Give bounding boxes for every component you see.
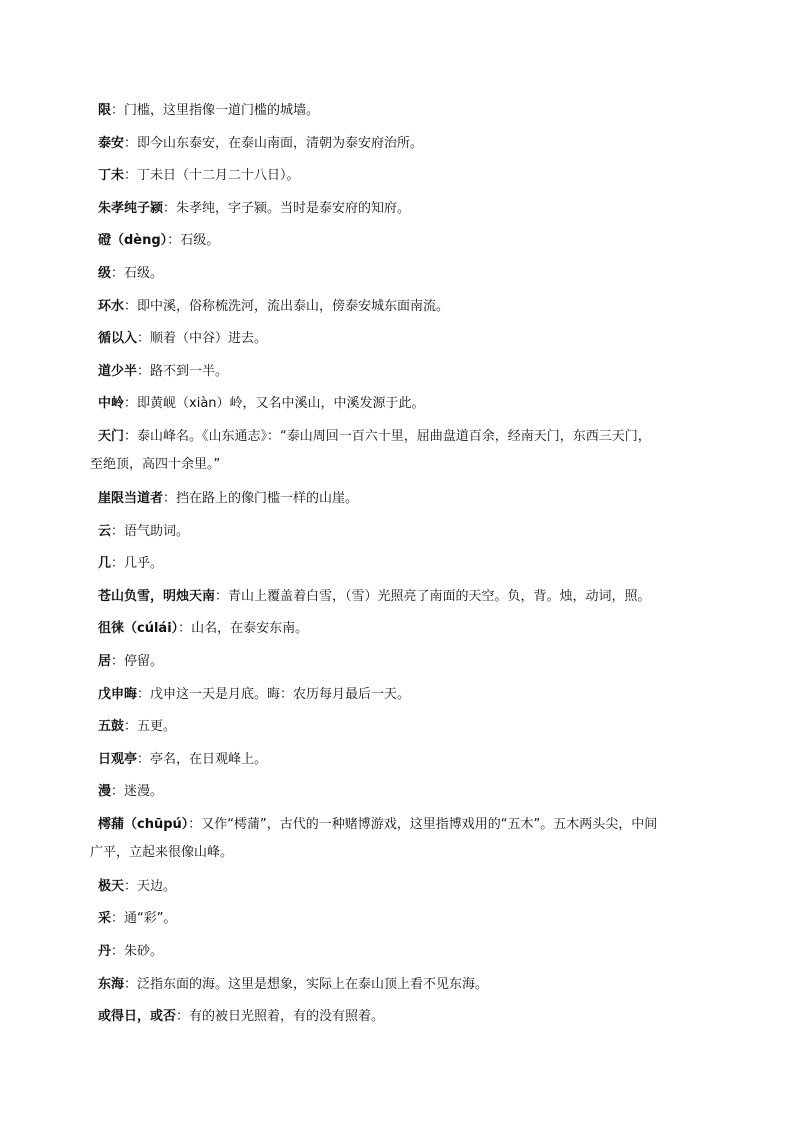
entry-definition: 泰山峰名。《山东通志》：“泰山周回一百六十里，屈曲盘道百余，经南天门，东西三天门， [137,428,651,444]
entry-term: 道少半 [98,363,138,379]
entry-separator: ： [137,363,151,379]
entry-separator: ： [178,621,192,637]
glossary-entry [98,969,723,1002]
entry-term: 居 [98,653,112,669]
entry-separator: ： [124,976,138,992]
entry-separator: ： [137,686,151,702]
glossary-list [90,95,723,1034]
entry-term: 朱孝纯子颍 [98,200,164,216]
entry-term: 苍山负雪，明烛天南 [98,588,216,604]
entry-term: 日观亭 [98,751,138,767]
glossary-entry [98,744,723,777]
entry-separator: ： [137,331,151,347]
entry-term: 崖限当道者 [98,490,164,506]
entry-definition: 石级。 [124,265,164,281]
entry-term: 樗蒱（chūpú） [98,816,189,832]
glossary-entry [90,423,723,479]
glossary-entry [98,711,723,744]
entry-term: 天门 [98,428,125,444]
entry-term: 几 [98,556,112,572]
entry-term: 戊申晦 [98,686,138,702]
entry-term: 中岭 [98,396,125,412]
entry-term: 云 [98,523,112,539]
entry-term: 极天 [98,878,125,894]
entry-separator: ： [124,428,138,444]
entry-separator: ： [167,233,181,249]
glossary-entry [98,258,723,291]
entry-definition: 石级。 [180,233,220,249]
entry-separator: ： [163,200,177,216]
glossary-entry [98,776,723,809]
entry-term: 采 [98,911,112,927]
entry-definition: 语气助词。 [124,523,190,539]
entry-definition: 即今山东泰安，在泰山南面，清朝为泰安府治所。 [137,135,424,151]
entry-definition: 即中溪，俗称梳洗河，流出泰山，傍泰安城东面南流。 [137,298,450,314]
entry-definition: 路不到一半。 [150,363,229,379]
entry-definition: 朱孝纯，字子颍。当时是泰安府的知府。 [176,200,411,216]
entry-term: 限 [98,103,112,118]
entry-separator: ： [176,1009,190,1025]
entry-definition: 山名，在泰安东南。 [191,621,309,637]
entry-definition: 又作“樗蒲”，古代的一种赌博游戏，这里指博戏用的“五木”。五木两头尖，中间 [201,816,658,832]
glossary-entry [98,516,723,549]
glossary-entry [98,581,723,614]
entry-term: 泰安 [98,135,125,151]
glossary-entry [98,225,723,258]
entry-separator: ： [111,784,125,800]
glossary-entry [98,323,723,356]
glossary-entry [98,291,723,324]
entry-term: 磴（dèng） [98,233,168,249]
entry-term: 环水 [98,298,125,314]
entry-definition: 朱砂。 [124,944,164,960]
entry-definition: 丁未日（十二月二十八日）。 [137,168,300,184]
glossary-entry [98,903,723,936]
entry-separator: ： [111,265,125,281]
entry-definition: 停留。 [124,653,164,669]
glossary-entry [98,160,723,193]
entry-separator: ： [111,523,125,539]
glossary-entry [98,871,723,904]
entry-separator: ： [188,816,202,832]
glossary-entry [98,613,723,646]
glossary-entry [98,646,723,679]
glossary-entry [90,811,723,867]
entry-definition: 戊申这一天是月底。晦：农历每月最后一天。 [150,686,411,702]
entry-definition: 亭名，在日观峰上。 [150,751,268,767]
entry-definition: 挡在路上的像门槛一样的山崖。 [176,490,359,506]
glossary-entry [98,483,723,516]
entry-definition: 几乎。 [124,556,164,572]
entry-separator: ： [137,751,151,767]
entry-definition: 通“彩”。 [124,911,177,927]
entry-definition: 天边。 [137,878,177,894]
entry-separator: ： [215,588,229,604]
glossary-entry [98,193,723,226]
glossary-entry [98,548,723,581]
entry-separator: ： [111,911,125,927]
glossary-entry [98,936,723,969]
glossary-entry [98,1001,723,1034]
entry-term: 丁未 [98,168,125,184]
entry-definition: 迷漫。 [124,784,164,800]
entry-definition: 即黄岘（xiàn）岭，又名中溪山，中溪发源于此。 [137,396,425,412]
glossary-entry [98,388,723,421]
entry-separator: ： [124,135,138,151]
entry-definition: 泛指东面的海。这里是想象，实际上在泰山顶上看不见东海。 [137,976,489,992]
entry-term: 徂徕（cúlái） [98,621,179,637]
entry-definition: 顺着（中谷）进去。 [150,331,268,347]
glossary-entry [98,128,723,161]
entry-term: 丹 [98,944,112,960]
entry-term: 漫 [98,784,112,800]
entry-term: 或得日，或否 [98,1009,177,1025]
entry-separator: ： [124,878,138,894]
entry-definition: 青山上覆盖着白雪，（雪）光照亮了南面的天空。负，背。烛，动词，照。 [228,588,651,604]
glossary-entry [98,356,723,389]
entry-term: 循以入 [98,331,138,347]
entry-separator: ： [111,556,125,572]
entry-separator: ： [163,490,177,506]
entry-definition-continuation: 广平，立起来很像山峰。 [90,844,234,860]
entry-separator: ： [124,168,138,184]
glossary-entry [98,95,723,128]
entry-definition-continuation: 至绝顶，高四十余里。” [90,456,221,472]
entry-separator: ： [111,103,125,118]
entry-separator: ： [111,944,125,960]
entry-term: 五鼓 [98,719,125,735]
entry-separator: ： [124,298,138,314]
entry-definition: 有的被日光照着，有的没有照着。 [189,1009,385,1025]
entry-definition: 门槛，这里指像一道门槛的城墙。 [124,103,320,118]
entry-term: 级 [98,265,112,281]
glossary-entry [98,679,723,712]
entry-separator: ： [124,719,138,735]
entry-separator: ： [111,653,125,669]
entry-definition: 五更。 [137,719,177,735]
entry-term: 东海 [98,976,125,992]
entry-separator: ： [124,396,138,412]
